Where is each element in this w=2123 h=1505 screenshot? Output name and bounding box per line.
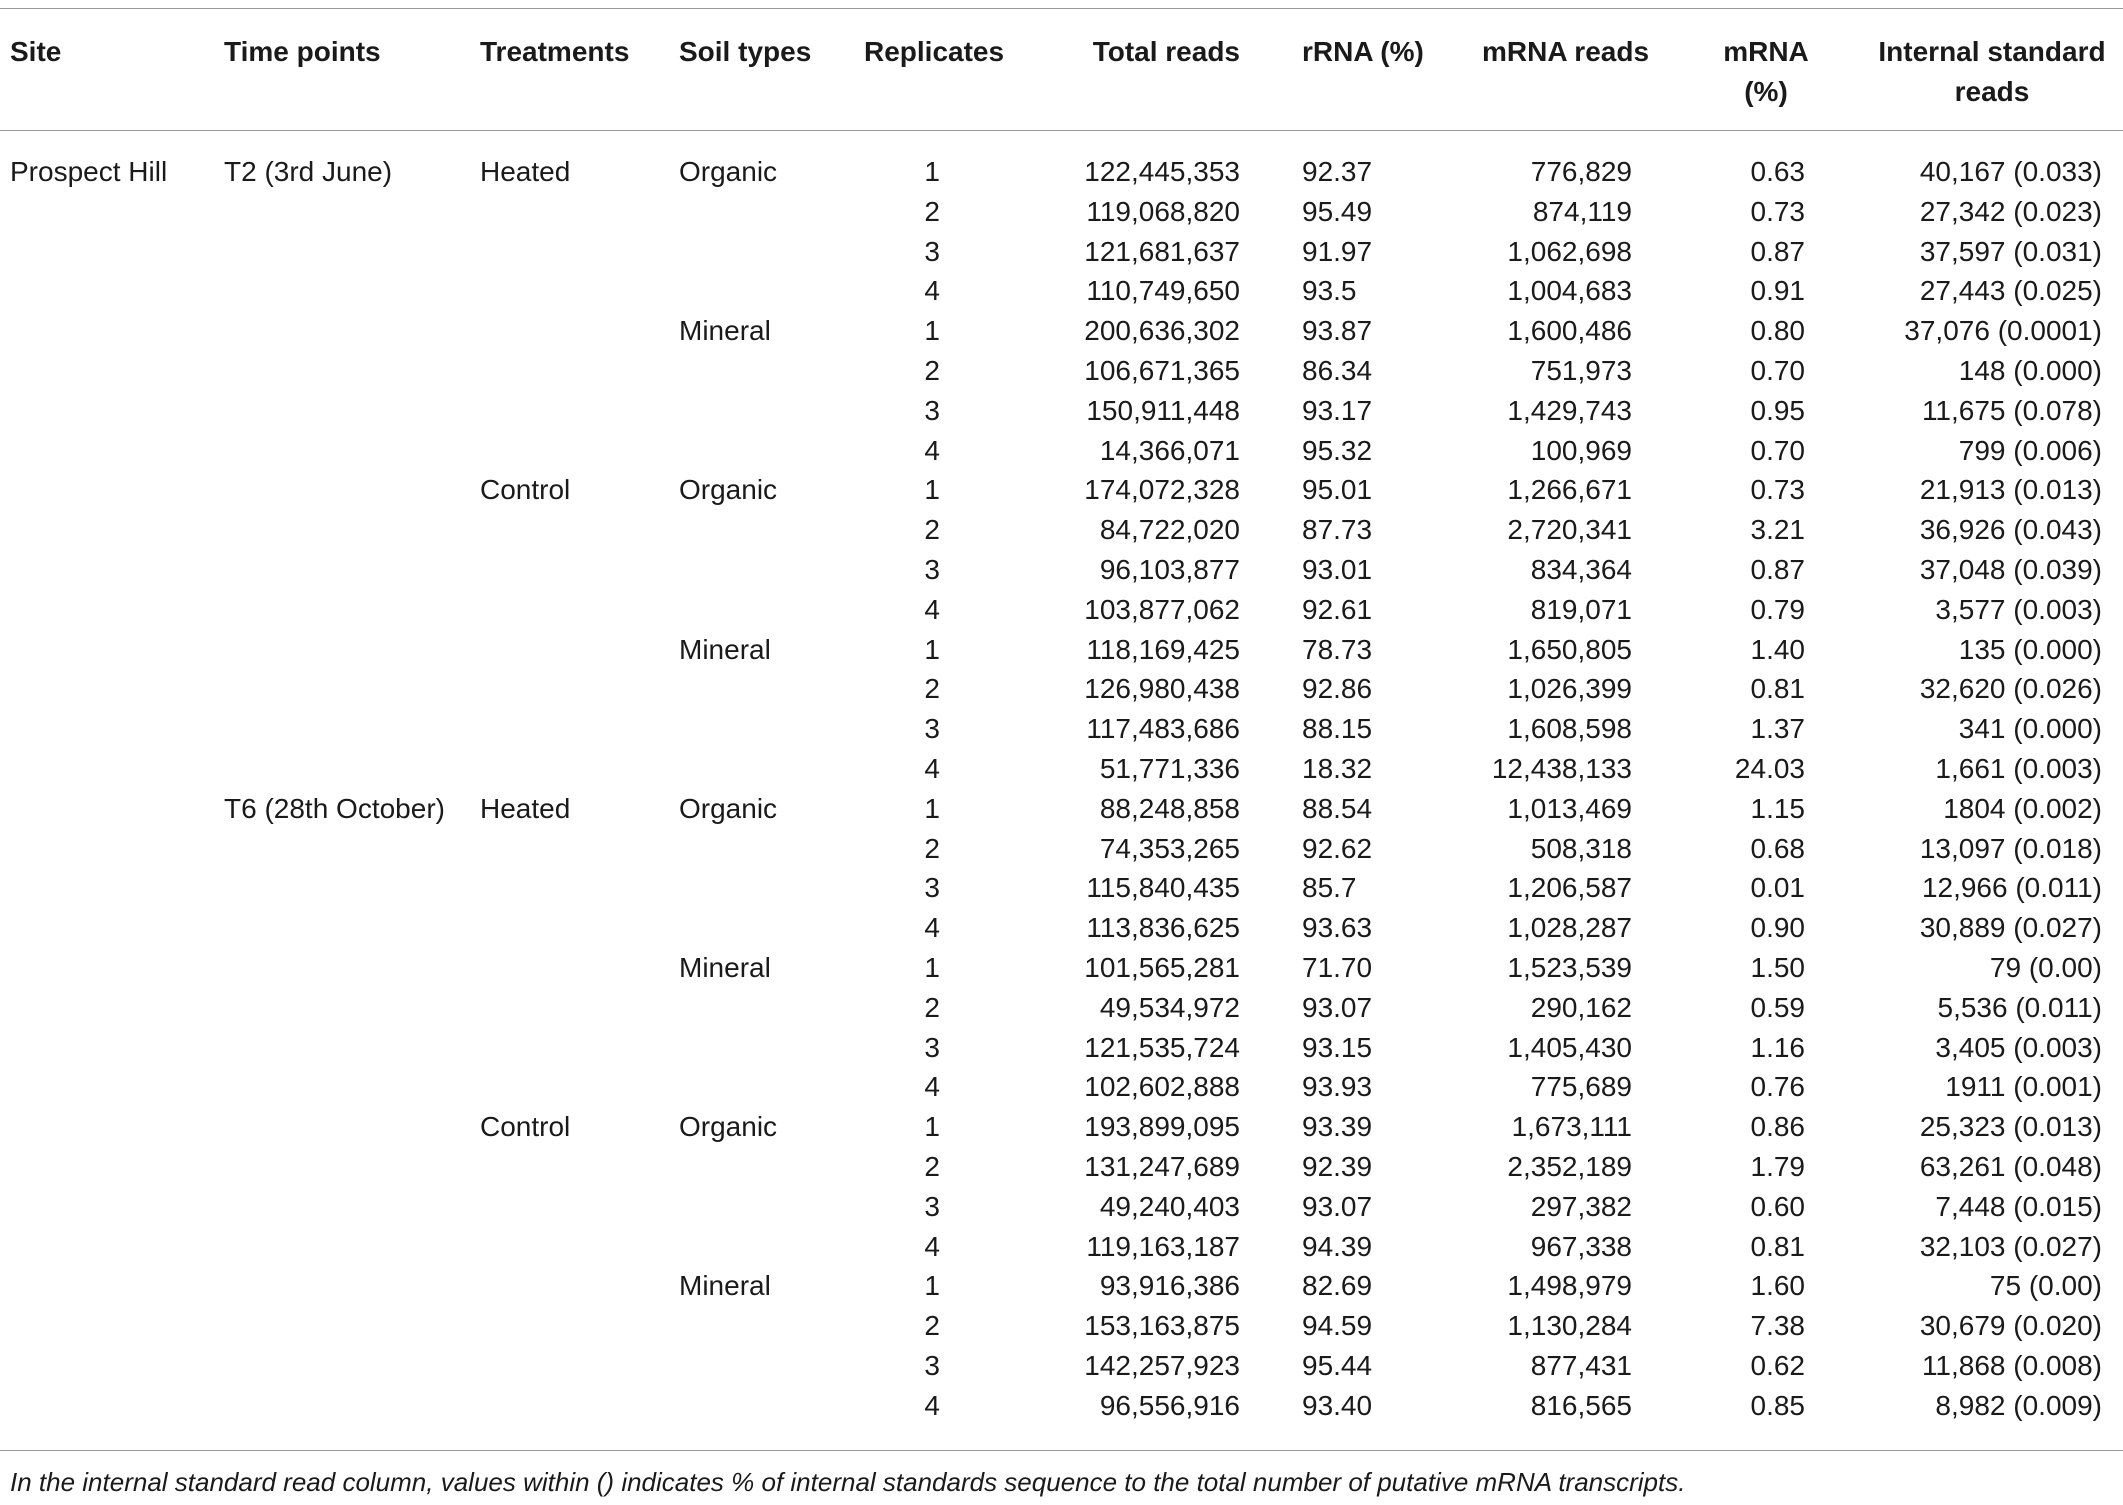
cell-rrna-percent: 92.39 xyxy=(1302,1151,1373,1182)
cell-internal-standard: 30,679 (0.020) xyxy=(1919,1310,2102,1341)
cell-replicate: 3 xyxy=(924,1350,940,1381)
cell-mrna-percent: 24.03 xyxy=(1734,753,1805,784)
cell-replicate: 3 xyxy=(924,554,940,585)
cell-mrna-reads: 834,364 xyxy=(1530,554,1632,585)
cell-treatment: Control xyxy=(480,1111,571,1142)
cell-replicate: 4 xyxy=(924,1390,940,1421)
cell-rrna-percent: 93.17 xyxy=(1302,395,1373,426)
cell-rrna-percent: 92.86 xyxy=(1302,673,1373,704)
cell-rrna-percent: 71.70 xyxy=(1302,952,1373,983)
cell-replicate: 4 xyxy=(924,753,940,784)
cell-rrna-percent: 93.40 xyxy=(1302,1390,1373,1421)
cell-rrna-percent: 87.73 xyxy=(1302,514,1373,545)
table-bottom-rule xyxy=(0,1450,2123,1451)
cell-internal-standard: 799 (0.006) xyxy=(1958,435,2102,466)
cell-total-reads: 103,877,062 xyxy=(1084,594,1240,625)
cell-internal-standard: 341 (0.000) xyxy=(1958,713,2102,744)
cell-total-reads: 174,072,328 xyxy=(1084,474,1240,505)
cell-rrna-percent: 93.07 xyxy=(1302,992,1373,1023)
cell-mrna-reads: 1,266,671 xyxy=(1507,474,1632,505)
cell-rrna-percent: 85.7 xyxy=(1302,872,1357,903)
cell-total-reads: 49,240,403 xyxy=(1099,1191,1240,1222)
cell-mrna-reads: 967,338 xyxy=(1530,1231,1632,1262)
cell-internal-standard: 37,076 (0.0001) xyxy=(1904,315,2102,346)
cell-mrna-percent: 1.60 xyxy=(1750,1270,1805,1301)
cell-soil-type: Mineral xyxy=(679,1270,771,1301)
cell-total-reads: 84,722,020 xyxy=(1099,514,1240,545)
cell-mrna-percent: 0.91 xyxy=(1750,275,1805,306)
cell-replicate: 2 xyxy=(924,1151,940,1182)
cell-soil-type: Mineral xyxy=(679,634,771,665)
cell-time-point: T6 (28th October) xyxy=(224,793,445,824)
cell-rrna-percent: 86.34 xyxy=(1302,355,1373,386)
cell-total-reads: 93,916,386 xyxy=(1099,1270,1240,1301)
cell-total-reads: 153,163,875 xyxy=(1084,1310,1240,1341)
cell-replicate: 3 xyxy=(924,872,940,903)
cell-total-reads: 106,671,365 xyxy=(1084,355,1240,386)
cell-total-reads: 119,163,187 xyxy=(1086,1231,1240,1262)
cell-replicate: 3 xyxy=(924,1032,940,1063)
header-treatments: Treatments xyxy=(480,36,630,67)
cell-rrna-percent: 93.87 xyxy=(1302,315,1373,346)
cell-total-reads: 121,535,724 xyxy=(1084,1032,1240,1063)
cell-mrna-reads: 2,352,189 xyxy=(1507,1151,1632,1182)
table-header-rule xyxy=(0,130,2123,131)
cell-replicate: 1 xyxy=(924,315,940,346)
cell-rrna-percent: 93.07 xyxy=(1302,1191,1373,1222)
cell-mrna-reads: 1,004,683 xyxy=(1507,275,1632,306)
cell-internal-standard: 135 (0.000) xyxy=(1958,634,2102,665)
cell-mrna-percent: 0.86 xyxy=(1750,1111,1805,1142)
cell-rrna-percent: 94.39 xyxy=(1302,1231,1373,1262)
cell-rrna-percent: 95.32 xyxy=(1302,435,1373,466)
cell-mrna-percent: 1.15 xyxy=(1750,793,1805,824)
cell-internal-standard: 148 (0.000) xyxy=(1958,355,2102,386)
cell-mrna-percent: 0.87 xyxy=(1750,236,1805,267)
cell-internal-standard: 63,261 (0.048) xyxy=(1919,1151,2102,1182)
cell-mrna-reads: 877,431 xyxy=(1530,1350,1632,1381)
cell-mrna-reads: 1,498,979 xyxy=(1507,1270,1632,1301)
cell-replicate: 2 xyxy=(924,1310,940,1341)
cell-total-reads: 102,602,888 xyxy=(1084,1071,1240,1102)
cell-mrna-percent: 0.70 xyxy=(1750,435,1805,466)
table-footnote: In the internal standard read column, values within () indicates % of internal standards sequence to the total number of putative mRNA transcripts. xyxy=(10,1467,1686,1497)
cell-mrna-percent: 0.85 xyxy=(1750,1390,1805,1421)
cell-internal-standard: 1,661 (0.003) xyxy=(1935,753,2102,784)
cell-rrna-percent: 92.61 xyxy=(1302,594,1373,625)
cell-mrna-percent: 0.01 xyxy=(1750,872,1805,903)
cell-internal-standard: 8,982 (0.009) xyxy=(1935,1390,2102,1421)
cell-total-reads: 96,103,877 xyxy=(1099,554,1240,585)
cell-replicate: 3 xyxy=(924,236,940,267)
cell-replicate: 2 xyxy=(924,514,940,545)
cell-treatment: Control xyxy=(480,474,571,505)
cell-mrna-reads: 100,969 xyxy=(1530,435,1632,466)
cell-mrna-reads: 1,405,430 xyxy=(1507,1032,1632,1063)
cell-mrna-percent: 0.81 xyxy=(1750,1231,1805,1262)
cell-internal-standard: 27,443 (0.025) xyxy=(1919,275,2102,306)
cell-treatment: Heated xyxy=(480,793,571,824)
cell-time-point: T2 (3rd June) xyxy=(224,156,393,187)
cell-replicate: 4 xyxy=(924,1231,940,1262)
cell-total-reads: 110,749,650 xyxy=(1086,275,1240,306)
cell-mrna-percent: 0.70 xyxy=(1750,355,1805,386)
cell-total-reads: 96,556,916 xyxy=(1099,1390,1240,1421)
cell-replicate: 4 xyxy=(924,1071,940,1102)
header-site: Site xyxy=(10,36,62,67)
cell-replicate: 2 xyxy=(924,833,940,864)
cell-replicate: 1 xyxy=(924,156,940,187)
cell-internal-standard: 40,167 (0.033) xyxy=(1919,156,2102,187)
cell-soil-type: Organic xyxy=(679,1111,778,1142)
cell-mrna-reads: 508,318 xyxy=(1530,833,1632,864)
cell-soil-type: Organic xyxy=(679,793,778,824)
cell-total-reads: 49,534,972 xyxy=(1099,992,1240,1023)
cell-mrna-reads: 816,565 xyxy=(1530,1390,1632,1421)
cell-internal-standard: 3,405 (0.003) xyxy=(1935,1032,2102,1063)
cell-replicate: 2 xyxy=(924,673,940,704)
cell-internal-standard: 32,103 (0.027) xyxy=(1919,1231,2102,1262)
cell-replicate: 1 xyxy=(924,793,940,824)
cell-rrna-percent: 92.62 xyxy=(1302,833,1373,864)
cell-rrna-percent: 93.15 xyxy=(1302,1032,1373,1063)
cell-replicate: 3 xyxy=(924,395,940,426)
cell-site: Prospect Hill xyxy=(10,156,168,187)
cell-mrna-percent: 0.63 xyxy=(1750,156,1805,187)
header-mrna-percent: mRNA (%) xyxy=(1723,36,1809,107)
cell-mrna-percent: 1.79 xyxy=(1750,1151,1805,1182)
cell-mrna-reads: 1,206,587 xyxy=(1507,872,1632,903)
cell-replicate: 3 xyxy=(924,1191,940,1222)
cell-mrna-percent: 7.38 xyxy=(1750,1310,1805,1341)
cell-rrna-percent: 92.37 xyxy=(1302,156,1373,187)
cell-soil-type: Organic xyxy=(679,156,778,187)
cell-total-reads: 142,257,923 xyxy=(1084,1350,1240,1381)
cell-rrna-percent: 95.01 xyxy=(1302,474,1373,505)
cell-mrna-reads: 775,689 xyxy=(1530,1071,1632,1102)
cell-mrna-percent: 0.59 xyxy=(1750,992,1805,1023)
cell-total-reads: 118,169,425 xyxy=(1086,634,1240,665)
cell-internal-standard: 3,577 (0.003) xyxy=(1935,594,2102,625)
cell-mrna-percent: 0.90 xyxy=(1750,912,1805,943)
cell-internal-standard: 12,966 (0.011) xyxy=(1921,872,2102,903)
cell-mrna-reads: 1,130,284 xyxy=(1507,1310,1632,1341)
cell-soil-type: Mineral xyxy=(679,952,771,983)
cell-total-reads: 117,483,686 xyxy=(1086,713,1240,744)
cell-internal-standard: 5,536 (0.011) xyxy=(1937,992,2102,1023)
cell-internal-standard: 75 (0.00) xyxy=(1989,1270,2102,1301)
cell-replicate: 3 xyxy=(924,713,940,744)
cell-replicate: 1 xyxy=(924,952,940,983)
cell-soil-type: Mineral xyxy=(679,315,771,346)
cell-mrna-reads: 1,608,598 xyxy=(1507,713,1632,744)
cell-mrna-reads: 1,523,539 xyxy=(1507,952,1632,983)
cell-mrna-percent: 1.37 xyxy=(1750,713,1805,744)
cell-mrna-reads: 819,071 xyxy=(1530,594,1632,625)
cell-rrna-percent: 95.49 xyxy=(1302,196,1373,227)
cell-mrna-reads: 2,720,341 xyxy=(1507,514,1632,545)
cell-total-reads: 193,899,095 xyxy=(1084,1111,1240,1142)
cell-internal-standard: 32,620 (0.026) xyxy=(1919,673,2102,704)
table-top-rule xyxy=(0,8,2123,9)
cell-mrna-reads: 12,438,133 xyxy=(1491,753,1632,784)
cell-mrna-percent: 0.76 xyxy=(1750,1071,1805,1102)
cell-mrna-reads: 1,429,743 xyxy=(1507,395,1632,426)
header-soil-types: Soil types xyxy=(679,36,812,67)
header-rrna-percent: rRNA (%) xyxy=(1302,36,1424,67)
cell-rrna-percent: 78.73 xyxy=(1302,634,1373,665)
cell-mrna-reads: 874,119 xyxy=(1532,196,1632,227)
cell-mrna-reads: 297,382 xyxy=(1530,1191,1632,1222)
cell-mrna-percent: 0.81 xyxy=(1750,673,1805,704)
cell-replicate: 2 xyxy=(924,355,940,386)
header-mrna-reads: mRNA reads xyxy=(1482,36,1650,67)
cell-total-reads: 14,366,071 xyxy=(1099,435,1240,466)
cell-internal-standard: 7,448 (0.015) xyxy=(1935,1191,2102,1222)
cell-replicate: 2 xyxy=(924,992,940,1023)
cell-rrna-percent: 18.32 xyxy=(1302,753,1373,784)
cell-total-reads: 126,980,438 xyxy=(1084,673,1240,704)
cell-total-reads: 88,248,858 xyxy=(1099,793,1240,824)
cell-treatment: Heated xyxy=(480,156,571,187)
cell-rrna-percent: 82.69 xyxy=(1302,1270,1373,1301)
cell-mrna-percent: 0.60 xyxy=(1750,1191,1805,1222)
cell-mrna-reads: 1,028,287 xyxy=(1507,912,1632,943)
cell-internal-standard: 11,868 (0.008) xyxy=(1921,1350,2102,1381)
cell-mrna-reads: 290,162 xyxy=(1530,992,1632,1023)
cell-rrna-percent: 91.97 xyxy=(1302,236,1373,267)
cell-replicate: 1 xyxy=(924,474,940,505)
cell-mrna-reads: 1,026,399 xyxy=(1507,673,1632,704)
header-total-reads: Total reads xyxy=(1092,36,1240,67)
cell-internal-standard: 25,323 (0.013) xyxy=(1919,1111,2102,1142)
cell-internal-standard: 21,913 (0.013) xyxy=(1919,474,2102,505)
cell-mrna-percent: 0.95 xyxy=(1750,395,1805,426)
cell-rrna-percent: 93.01 xyxy=(1302,554,1373,585)
header-replicates: Replicates xyxy=(864,36,1005,67)
cell-rrna-percent: 93.93 xyxy=(1302,1071,1373,1102)
cell-mrna-reads: 1,650,805 xyxy=(1507,634,1632,665)
cell-total-reads: 200,636,302 xyxy=(1084,315,1240,346)
cell-internal-standard: 27,342 (0.023) xyxy=(1919,196,2102,227)
cell-internal-standard: 13,097 (0.018) xyxy=(1919,833,2102,864)
cell-internal-standard: 30,889 (0.027) xyxy=(1919,912,2102,943)
cell-mrna-percent: 0.79 xyxy=(1750,594,1805,625)
cell-rrna-percent: 94.59 xyxy=(1302,1310,1373,1341)
cell-total-reads: 121,681,637 xyxy=(1084,236,1240,267)
cell-replicate: 1 xyxy=(924,1270,940,1301)
cell-total-reads: 119,068,820 xyxy=(1086,196,1240,227)
cell-rrna-percent: 88.54 xyxy=(1302,793,1373,824)
cell-mrna-reads: 751,973 xyxy=(1530,355,1632,386)
cell-mrna-reads: 1,013,469 xyxy=(1507,793,1632,824)
header-internal-standard-reads: Internal standard reads xyxy=(1878,36,2106,107)
cell-mrna-reads: 1,600,486 xyxy=(1507,315,1632,346)
cell-mrna-percent: 0.87 xyxy=(1750,554,1805,585)
cell-mrna-percent: 0.80 xyxy=(1750,315,1805,346)
cell-mrna-reads: 1,062,698 xyxy=(1507,236,1632,267)
cell-replicate: 4 xyxy=(924,594,940,625)
cell-internal-standard: 37,597 (0.031) xyxy=(1919,236,2102,267)
cell-replicate: 1 xyxy=(924,1111,940,1142)
cell-mrna-percent: 0.73 xyxy=(1750,474,1805,505)
cell-rrna-percent: 93.39 xyxy=(1302,1111,1373,1142)
cell-total-reads: 115,840,435 xyxy=(1086,872,1240,903)
cell-rrna-percent: 93.5 xyxy=(1302,275,1357,306)
cell-rrna-percent: 88.15 xyxy=(1302,713,1373,744)
cell-mrna-reads: 776,829 xyxy=(1530,156,1632,187)
cell-total-reads: 150,911,448 xyxy=(1086,395,1240,426)
cell-soil-type: Organic xyxy=(679,474,778,505)
cell-replicate: 4 xyxy=(924,912,940,943)
cell-mrna-percent: 0.73 xyxy=(1750,196,1805,227)
cell-rrna-percent: 95.44 xyxy=(1302,1350,1373,1381)
cell-total-reads: 74,353,265 xyxy=(1099,833,1240,864)
cell-mrna-percent: 0.62 xyxy=(1750,1350,1805,1381)
cell-total-reads: 101,565,281 xyxy=(1084,952,1240,983)
cell-internal-standard: 11,675 (0.078) xyxy=(1921,395,2102,426)
cell-internal-standard: 36,926 (0.043) xyxy=(1919,514,2102,545)
cell-mrna-percent: 1.50 xyxy=(1750,952,1805,983)
cell-replicate: 2 xyxy=(924,196,940,227)
cell-total-reads: 51,771,336 xyxy=(1099,753,1240,784)
cell-total-reads: 113,836,625 xyxy=(1086,912,1240,943)
cell-mrna-percent: 1.40 xyxy=(1750,634,1805,665)
cell-total-reads: 122,445,353 xyxy=(1084,156,1240,187)
cell-mrna-percent: 1.16 xyxy=(1750,1032,1805,1063)
cell-replicate: 4 xyxy=(924,435,940,466)
cell-total-reads: 131,247,689 xyxy=(1084,1151,1240,1182)
cell-rrna-percent: 93.63 xyxy=(1302,912,1373,943)
cell-mrna-percent: 3.21 xyxy=(1750,514,1805,545)
cell-mrna-reads: 1,673,111 xyxy=(1511,1111,1632,1142)
cell-internal-standard: 1804 (0.002) xyxy=(1943,793,2102,824)
cell-mrna-percent: 0.68 xyxy=(1750,833,1805,864)
cell-internal-standard: 1911 (0.001) xyxy=(1945,1071,2102,1102)
header-time-points: Time points xyxy=(224,36,381,67)
cell-replicate: 1 xyxy=(924,634,940,665)
cell-internal-standard: 37,048 (0.039) xyxy=(1919,554,2102,585)
cell-internal-standard: 79 (0.00) xyxy=(1989,952,2102,983)
cell-replicate: 4 xyxy=(924,275,940,306)
